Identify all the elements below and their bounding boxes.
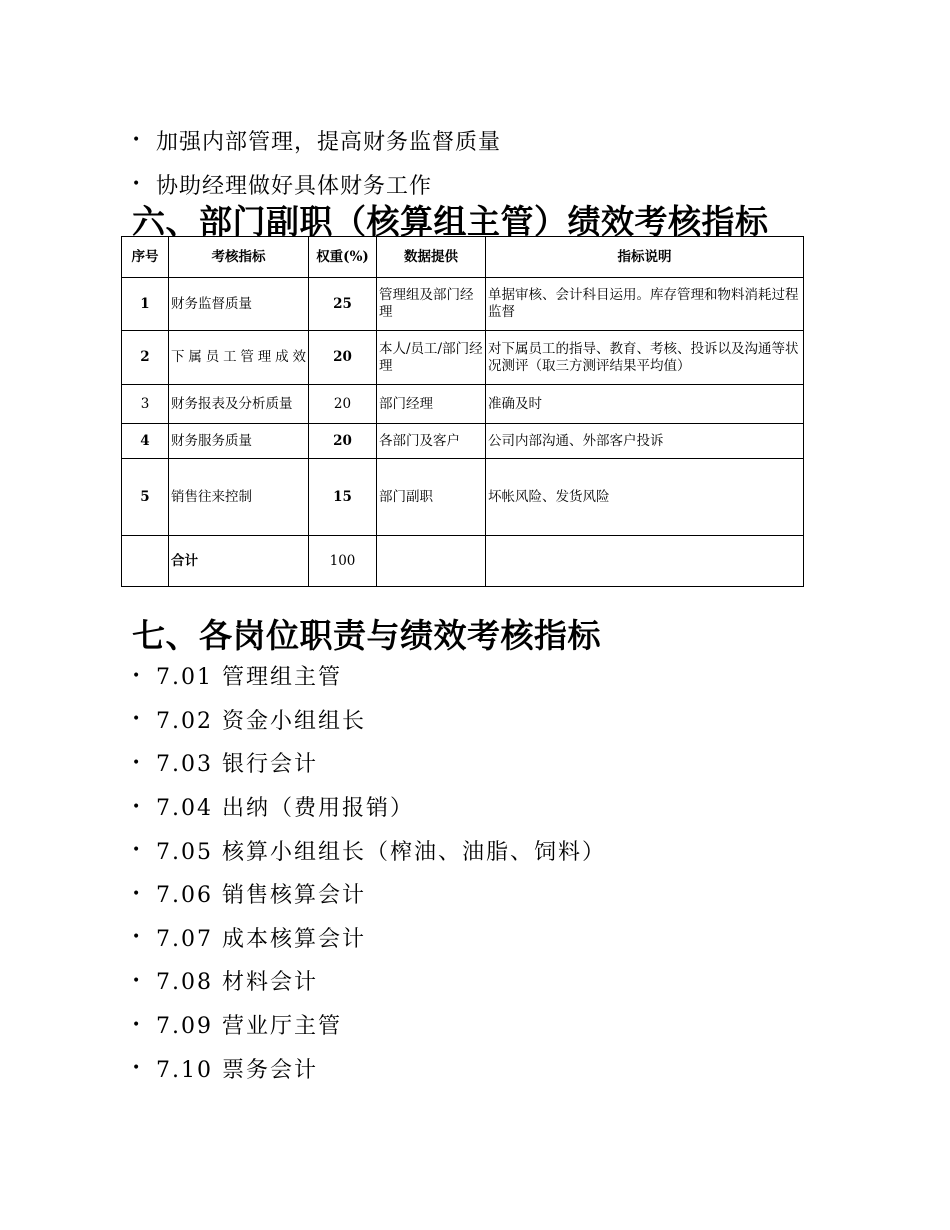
list-item: [132, 1003, 606, 1047]
cell-indicator: 销售往来控制: [169, 459, 309, 536]
kpi-table: [121, 236, 804, 587]
cell-note: 坏帐风险、发货风险: [486, 459, 804, 536]
bullet-icon: •: [132, 798, 143, 815]
table-row: [122, 424, 804, 459]
cell-note: 单据审核、会计科目运用。库存管理和物料消耗过程监督: [486, 278, 804, 331]
cell-source: 部门副职: [377, 459, 486, 536]
total-weight: 100: [309, 536, 377, 587]
item-text: 7.01 管理组主管: [156, 665, 342, 691]
item-text: 7.02 资金小组组长: [156, 708, 366, 734]
cell-weight: 25: [309, 278, 377, 331]
list-item: [132, 698, 606, 742]
cell-source-empty: [377, 536, 486, 587]
item-text: 7.09 营业厅主管: [156, 1014, 342, 1040]
bullet-icon: •: [132, 711, 143, 728]
cell-weight: 20: [309, 331, 377, 385]
list-item: [132, 1046, 606, 1090]
item-text: 7.05 核算小组组长（榨油、油脂、饲料）: [156, 839, 606, 865]
cell-weight: 20: [309, 424, 377, 459]
list-item: [132, 654, 606, 698]
cell-no: 2: [122, 331, 169, 385]
bullet-icon: •: [132, 132, 142, 148]
item-text: 7.10 票务会计: [156, 1057, 318, 1083]
list-item: [132, 118, 501, 162]
cell-indicator: 财务报表及分析质量: [169, 385, 309, 424]
item-text: 7.03 银行会计: [156, 752, 318, 778]
bullet-text: 加强内部管理，提高财务监督质量: [156, 129, 502, 155]
total-label: 合计: [169, 536, 309, 587]
header-indicator: 考核指标: [169, 237, 309, 278]
item-text: 7.06 销售核算会计: [156, 883, 366, 909]
header-weight: 权重(%): [309, 237, 377, 278]
section-6-title: 六、部门副职（核算组主管）绩效考核指标: [132, 202, 769, 241]
table-row: [122, 385, 804, 424]
header-source: 数据提供: [377, 237, 486, 278]
list-item: [132, 916, 606, 960]
item-text: 7.04 出纳（费用报销）: [156, 796, 414, 822]
cell-note-empty: [486, 536, 804, 587]
bullet-icon: •: [132, 667, 143, 684]
top-bullet-list: [132, 118, 501, 206]
list-item: [132, 785, 606, 829]
bullet-text: 协助经理做好具体财务工作: [156, 173, 433, 199]
bullet-icon: •: [132, 1060, 143, 1077]
cell-no: 4: [122, 424, 169, 459]
cell-note: 对下属员工的指导、教育、考核、投诉以及沟通等状况测评（取三方测评结果平均值）: [486, 331, 804, 385]
bullet-icon: •: [132, 1016, 143, 1033]
list-item: [132, 872, 606, 916]
cell-weight: 15: [309, 459, 377, 536]
table-total-row: [122, 536, 804, 587]
item-text: 7.08 材料会计: [156, 970, 318, 996]
cell-indicator: 下属员工管理成效: [169, 331, 309, 385]
cell-source: 管理组及部门经理: [377, 278, 486, 331]
list-item: [132, 959, 606, 1003]
cell-note: 公司内部沟通、外部客户投诉: [486, 424, 804, 459]
header-no: 序号: [122, 237, 169, 278]
table-row: [122, 459, 804, 536]
cell-indicator: 财务服务质量: [169, 424, 309, 459]
list-item: [132, 741, 606, 785]
cell-note: 准确及时: [486, 385, 804, 424]
cell-no-empty: [122, 536, 169, 587]
section-7-title: 七、各岗位职责与绩效考核指标: [132, 616, 601, 655]
table-row: [122, 278, 804, 331]
cell-source: 各部门及客户: [377, 424, 486, 459]
bullet-icon: •: [132, 754, 143, 771]
table-header-row: [122, 237, 804, 278]
cell-source: 部门经理: [377, 385, 486, 424]
cell-weight: 20: [309, 385, 377, 424]
item-text: 7.07 成本核算会计: [156, 926, 366, 952]
cell-indicator: 财务监督质量: [169, 278, 309, 331]
table-row: [122, 331, 804, 385]
cell-no: 1: [122, 278, 169, 331]
section-7-list: [132, 654, 606, 1090]
bullet-icon: •: [132, 176, 142, 192]
bullet-icon: •: [132, 972, 143, 989]
bullet-icon: •: [132, 842, 143, 859]
header-note: 指标说明: [486, 237, 804, 278]
bullet-icon: •: [132, 885, 143, 902]
cell-source: 本人/员工/部门经理: [377, 331, 486, 385]
cell-no: 5: [122, 459, 169, 536]
bullet-icon: •: [132, 929, 143, 946]
list-item: [132, 828, 606, 872]
cell-no: 3: [122, 385, 169, 424]
